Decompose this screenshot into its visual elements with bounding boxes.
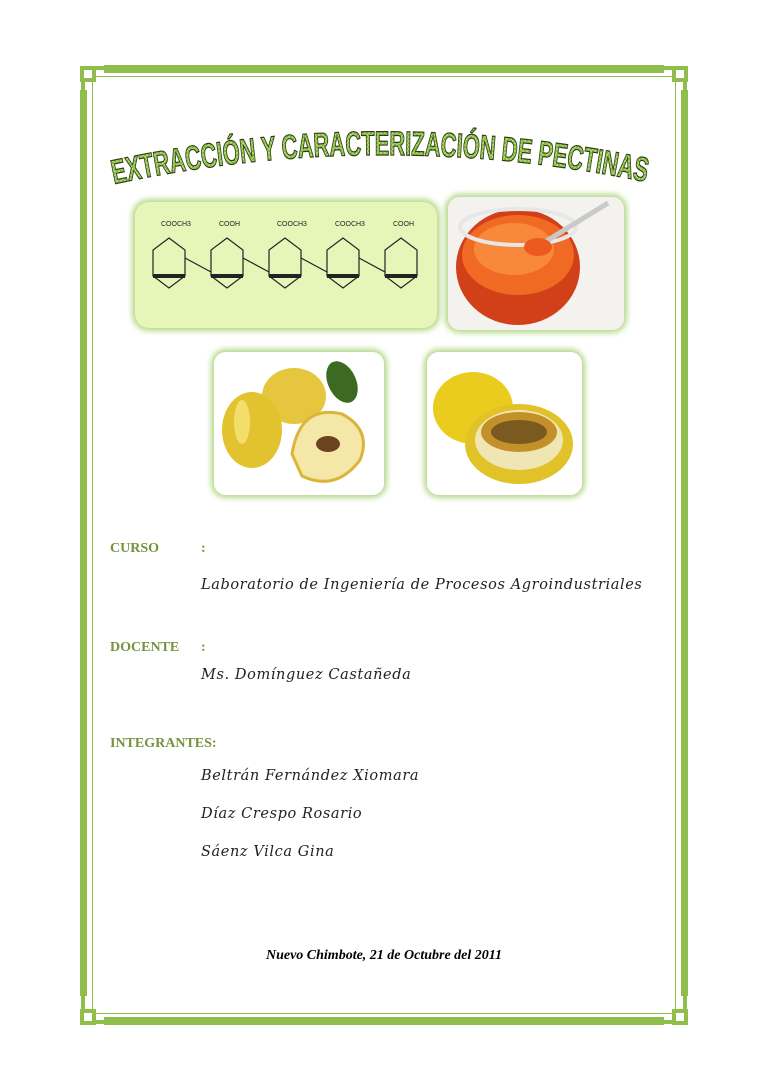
border-corner-top-right bbox=[672, 66, 688, 82]
quince-drawing bbox=[214, 352, 384, 495]
svg-text:COOCH3: COOCH3 bbox=[277, 221, 307, 228]
docente-label: DOCENTE bbox=[110, 640, 180, 655]
jam-jar-drawing bbox=[448, 197, 624, 330]
border-corner-top-left bbox=[80, 66, 96, 82]
pectin-structure-drawing bbox=[135, 202, 437, 328]
passion-fruit-drawing bbox=[427, 352, 582, 495]
docente-colon: : bbox=[201, 640, 206, 655]
integrantes-label: INTEGRANTES: bbox=[110, 736, 217, 751]
place-date: Nuevo Chimbote, 21 de Octubre del 2011 bbox=[265, 948, 503, 963]
integrante-item: Díaz Crespo Rosario bbox=[201, 806, 363, 822]
document-title bbox=[100, 118, 668, 198]
border-bar-top bbox=[104, 65, 664, 73]
border-bar-bottom bbox=[104, 1017, 664, 1025]
svg-text:COOH: COOH bbox=[219, 221, 240, 228]
jam-jar-image bbox=[448, 197, 624, 330]
border-corner-bottom-left bbox=[80, 1009, 96, 1025]
pectin-structure-image bbox=[135, 202, 437, 328]
svg-text:COOH: COOH bbox=[393, 221, 414, 228]
svg-text:EXTRACCIÓN Y CARACTERIZACIÓN D bbox=[107, 124, 660, 192]
border-bar-right bbox=[681, 90, 688, 996]
border-bar-left bbox=[80, 90, 87, 996]
title-text: EXTRACCIÓN Y CARACTERIZACIÓN DE PECTINAS bbox=[107, 124, 660, 192]
svg-text:COOCH3: COOCH3 bbox=[335, 221, 365, 228]
integrante-item: Sáenz Vilca Gina bbox=[201, 844, 335, 860]
quince-image bbox=[214, 352, 384, 495]
svg-text:COOCH3: COOCH3 bbox=[161, 221, 191, 228]
docente-value: Ms. Domínguez Castañeda bbox=[201, 667, 412, 683]
border-corner-bottom-right bbox=[672, 1009, 688, 1025]
curso-value: Laboratorio de Ingeniería de Procesos Agroindustriales bbox=[201, 577, 643, 593]
integrante-item: Beltrán Fernández Xiomara bbox=[201, 768, 420, 784]
curso-label: CURSO bbox=[110, 541, 160, 556]
curso-colon: : bbox=[201, 541, 206, 556]
passion-fruit-image bbox=[427, 352, 582, 495]
